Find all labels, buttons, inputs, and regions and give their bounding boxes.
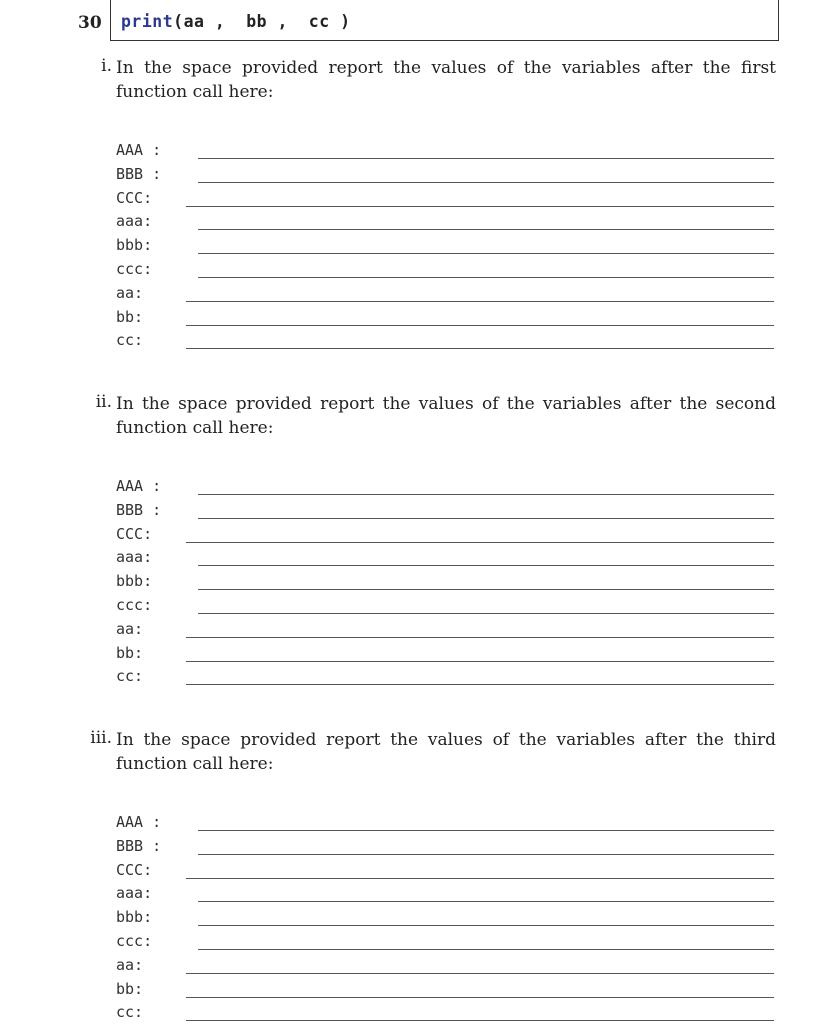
answer-label: cc: xyxy=(116,331,144,350)
answer-label: BBB : xyxy=(116,164,162,183)
answer-label: ccc: xyxy=(116,595,153,614)
answer-blank[interactable] xyxy=(186,661,774,662)
answer-label: bb: xyxy=(116,643,144,662)
answer-row-bb xyxy=(116,308,776,332)
answer-label: cc: xyxy=(116,667,144,686)
answer-row-BBB xyxy=(116,837,776,861)
answer-label: bbb: xyxy=(116,236,153,255)
answer-label: aaa: xyxy=(116,212,153,231)
answer-row-AAA xyxy=(116,477,776,501)
answer-blank[interactable] xyxy=(198,949,774,950)
answer-row-AAA xyxy=(116,141,776,165)
answer-label: CCC: xyxy=(116,524,153,543)
answer-blank[interactable] xyxy=(186,206,774,207)
answer-label: ccc: xyxy=(116,931,153,950)
answer-row-aa xyxy=(116,956,776,980)
answer-row-bb xyxy=(116,980,776,1004)
answer-blank[interactable] xyxy=(198,613,774,614)
answer-row-aaa xyxy=(116,548,776,572)
answer-row-AAA xyxy=(116,813,776,837)
answer-blank[interactable] xyxy=(198,182,774,183)
answer-fields xyxy=(116,477,776,691)
answer-blank[interactable] xyxy=(186,684,774,685)
answer-row-ccc xyxy=(116,932,776,956)
question-text: In the space provided report the values of the variables after the second function call here: xyxy=(116,394,776,438)
answer-blank[interactable] xyxy=(198,253,774,254)
code-listing-line xyxy=(72,0,780,42)
answer-blank[interactable] xyxy=(186,1020,774,1021)
answer-label: CCC: xyxy=(116,860,153,879)
answer-blank[interactable] xyxy=(198,901,774,902)
question-text: In the space provided report the values of the variables after the first function call here: xyxy=(116,58,776,102)
answer-blank[interactable] xyxy=(186,997,774,998)
question-text: In the space provided report the values of the variables after the third function call here: xyxy=(116,730,776,774)
answer-label: aaa: xyxy=(116,884,153,903)
answer-row-BBB xyxy=(116,165,776,189)
answer-row-bbb xyxy=(116,908,776,932)
answer-blank[interactable] xyxy=(198,925,774,926)
answer-blank[interactable] xyxy=(186,973,774,974)
answer-row-CCC xyxy=(116,861,776,885)
answer-label: AAA : xyxy=(116,141,162,159)
answer-label: BBB : xyxy=(116,500,162,519)
line-number: 30 xyxy=(78,13,102,33)
answer-row-cc xyxy=(116,667,776,691)
answer-label: AAA : xyxy=(116,813,162,831)
answer-row-bb xyxy=(116,644,776,668)
answer-label: bb: xyxy=(116,979,144,998)
answer-label: BBB : xyxy=(116,836,162,855)
answer-label: CCC: xyxy=(116,188,153,207)
answer-label: cc: xyxy=(116,1003,144,1022)
answer-blank[interactable] xyxy=(198,229,774,230)
answer-blank[interactable] xyxy=(198,277,774,278)
answer-blank[interactable] xyxy=(186,637,774,638)
answer-blank[interactable] xyxy=(198,589,774,590)
answer-blank[interactable] xyxy=(186,542,774,543)
answer-blank[interactable] xyxy=(198,565,774,566)
code-text xyxy=(121,12,351,31)
answer-label: aaa: xyxy=(116,548,153,567)
answer-label: aa: xyxy=(116,955,144,974)
question-number: i. xyxy=(101,56,112,76)
answer-blank[interactable] xyxy=(198,158,774,159)
answer-label: aa: xyxy=(116,619,144,638)
answer-blank[interactable] xyxy=(186,325,774,326)
code-box xyxy=(110,0,779,41)
answer-row-aaa xyxy=(116,884,776,908)
answer-row-aa xyxy=(116,284,776,308)
answer-blank[interactable] xyxy=(186,348,774,349)
answer-label: ccc: xyxy=(116,259,153,278)
answer-blank[interactable] xyxy=(198,854,774,855)
answer-blank[interactable] xyxy=(198,518,774,519)
answer-row-CCC xyxy=(116,189,776,213)
answer-blank[interactable] xyxy=(186,301,774,302)
code-arguments: (aa , bb , cc ) xyxy=(173,12,351,31)
answer-row-CCC xyxy=(116,525,776,549)
answer-fields xyxy=(116,813,776,1027)
answer-row-bbb xyxy=(116,572,776,596)
answer-fields xyxy=(116,141,776,355)
answer-label: AAA : xyxy=(116,477,162,495)
answer-blank[interactable] xyxy=(198,494,774,495)
answer-label: bbb: xyxy=(116,572,153,591)
answer-row-ccc xyxy=(116,260,776,284)
answer-row-bbb xyxy=(116,236,776,260)
answer-row-aaa xyxy=(116,212,776,236)
answer-label: aa: xyxy=(116,283,144,302)
answer-row-aa xyxy=(116,620,776,644)
question-number: ii. xyxy=(95,392,112,412)
answer-blank[interactable] xyxy=(186,878,774,879)
code-keyword: print xyxy=(121,12,174,31)
question-number: iii. xyxy=(90,728,112,748)
answer-label: bb: xyxy=(116,307,144,326)
answer-row-BBB xyxy=(116,501,776,525)
answer-label: bbb: xyxy=(116,908,153,927)
answer-row-cc xyxy=(116,331,776,355)
answer-row-ccc xyxy=(116,596,776,620)
answer-row-cc xyxy=(116,1003,776,1027)
answer-blank[interactable] xyxy=(198,830,774,831)
